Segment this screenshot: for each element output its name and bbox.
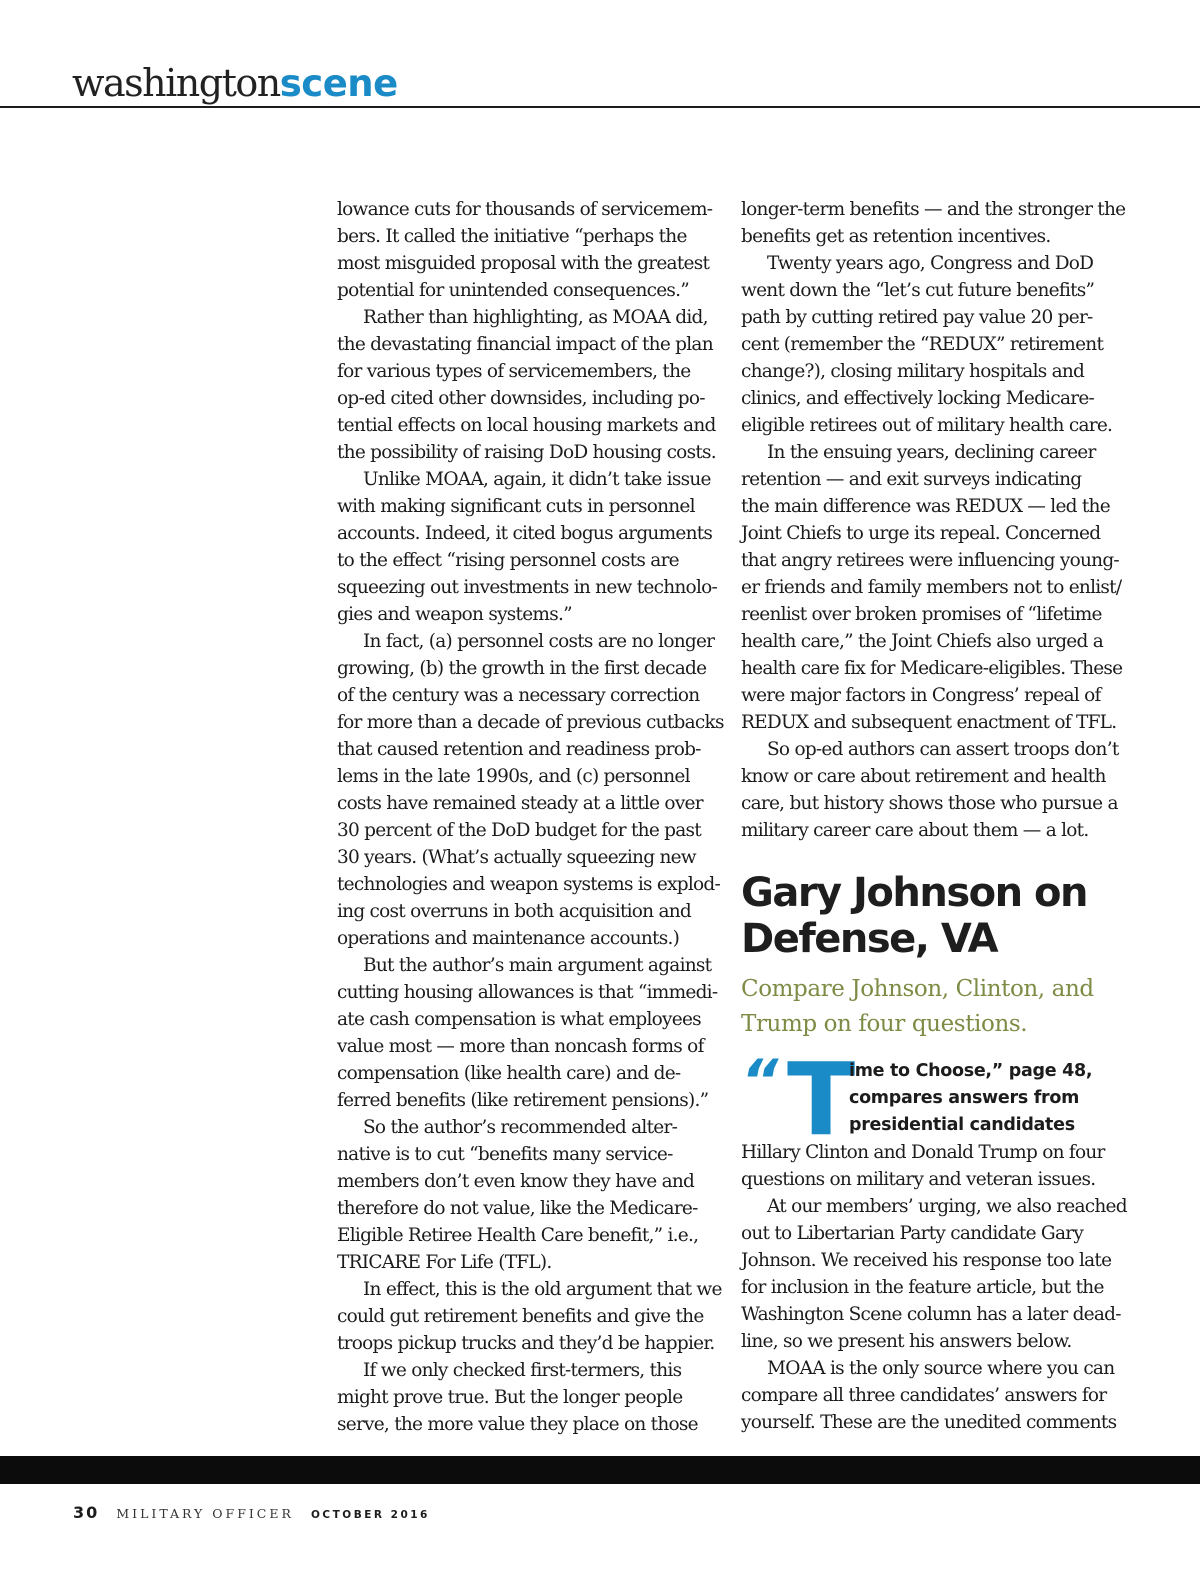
text-line: At our members’ urging, we also reached [767, 1196, 1127, 1217]
text-line: yourself. These are the unedited comments [741, 1412, 1117, 1433]
text-line: So the author’s recommended alter- [363, 1117, 678, 1138]
text-line: TRICARE For Life (TFL). [337, 1252, 552, 1273]
text-line: longer-term benefits — and the stronger the [741, 199, 1126, 220]
text-line: technologies and weapon systems is explod- [337, 874, 721, 895]
text-line: ate cash compensation is what employees [337, 1009, 701, 1030]
text-line: er friends and family members not to enlist/ [741, 577, 1122, 598]
deck-line: Compare Johnson, Clinton, and [741, 976, 1094, 1002]
lead-text [849, 1058, 1092, 1139]
text-line: lems in the late 1990s, and (c) personnel [337, 766, 690, 787]
page-footer [73, 1503, 430, 1525]
text-line: care, but history shows those who pursue a [741, 793, 1118, 814]
text-line: bers. It called the initiative “perhaps the [337, 226, 687, 247]
page-number: 30 [73, 1503, 100, 1522]
text-line: costs have remained steady at a little over [337, 793, 703, 814]
text-line: Washington Scene column has a later dead- [741, 1304, 1121, 1325]
text-line: out to Libertarian Party candidate Gary [741, 1223, 1084, 1244]
text-line: ferred benefits (like retirement pensions).” [337, 1090, 709, 1111]
text-line: cutting housing allowances is that “immedi- [337, 982, 718, 1003]
text-line: lowance cuts for thousands of servicemem- [337, 199, 713, 220]
text-line: serve, the more value they place on those [337, 1414, 698, 1435]
sidebar-deck [741, 972, 1131, 1042]
text-line: If we only checked first-termers, this [363, 1360, 682, 1381]
section-title-scene: scene [279, 62, 398, 105]
right-column [741, 196, 1131, 1436]
text-line: of the century was a necessary correction [337, 685, 700, 706]
text-line: Johnson. We received his response too late [741, 1250, 1112, 1271]
footer-bar [0, 1456, 1200, 1484]
left-column [337, 196, 724, 1438]
text-line: for inclusion in the feature article, but the [741, 1277, 1104, 1298]
text-line: the possibility of raising DoD housing costs. [337, 442, 716, 463]
text-line: path by cutting retired pay value 20 per- [741, 307, 1093, 328]
text-line: Rather than highlighting, as MOAA did, [363, 307, 708, 328]
text-line: know or care about retirement and health [741, 766, 1106, 787]
text-line: line, so we present his answers below. [741, 1331, 1072, 1352]
text-line: health care,” the Joint Chiefs also urged a [741, 631, 1103, 652]
text-line: health care fix for Medicare-eligibles. These [741, 658, 1123, 679]
text-line: REDUX and subsequent enactment of TFL. [741, 712, 1117, 733]
text-line: value most — more than noncash forms of [337, 1036, 704, 1057]
text-line: eligible retirees out of military health care. [741, 415, 1113, 436]
text-line: military career care about them — a lot. [741, 820, 1089, 841]
header-rule [0, 106, 1200, 108]
text-line: compare all three candidates’ answers for [741, 1385, 1107, 1406]
text-line: Twenty years ago, Congress and DoD [767, 253, 1094, 274]
text-line: potential for unintended consequences.” [337, 280, 690, 301]
text-line: 30 percent of the DoD budget for the past [337, 820, 701, 841]
text-line: MOAA is the only source where you can [767, 1358, 1115, 1379]
text-line: Joint Chiefs to urge its repeal. Concerned [741, 523, 1101, 544]
text-line: questions on military and veteran issues. [741, 1169, 1096, 1190]
text-line: the main difference was REDUX — led the [741, 496, 1110, 517]
text-line: So op-ed authors can assert troops don’t [767, 739, 1119, 760]
text-line: reenlist over broken promises of “lifetime [741, 604, 1102, 625]
text-line: the devastating financial impact of the plan [337, 334, 713, 355]
text-line: could gut retirement benefits and give the [337, 1306, 704, 1327]
text-line: In the ensuing years, declining career [767, 442, 1096, 463]
lead-line: presidential candidates [849, 1115, 1075, 1135]
text-line: growing, (b) the growth in the first decade [337, 658, 707, 679]
text-line: troops pickup trucks and they’d be happier. [337, 1333, 715, 1354]
drop-cap: T [787, 1041, 855, 1158]
text-line: In fact, (a) personnel costs are no longer [363, 631, 715, 652]
sidebar-headline [741, 870, 1131, 962]
text-line: In effect, this is the old argument that we [363, 1279, 722, 1300]
text-line: cent (remember the “REDUX” retirement [741, 334, 1104, 355]
text-line: squeezing out investments in new technolo- [337, 577, 717, 598]
text-line: members don’t even know they have and [337, 1171, 695, 1192]
text-line: Unlike MOAA, again, it didn’t take issue [363, 469, 711, 490]
text-line: for various types of servicemembers, the [337, 361, 691, 382]
text-line: were major factors in Congress’ repeal of [741, 685, 1101, 706]
lead-line: ime to Choose,” page 48, [849, 1061, 1093, 1081]
sidebar-body [741, 1139, 1131, 1436]
text-line: went down the “let’s cut future benefits” [741, 280, 1095, 301]
text-line: operations and maintenance accounts.) [337, 928, 680, 949]
deck-line: Trump on four questions. [741, 1011, 1028, 1037]
text-line: ing cost overruns in both acquisition and [337, 901, 692, 922]
text-line: retention — and exit surveys indicating [741, 469, 1082, 490]
text-line: to the effect “rising personnel costs are [337, 550, 679, 571]
text-line: compensation (like health care) and de- [337, 1063, 681, 1084]
issue-date: OCTOBER 2016 [311, 1509, 430, 1521]
text-line: Hillary Clinton and Donald Trump on four [741, 1142, 1105, 1163]
text-line: benefits get as retention incentives. [741, 226, 1051, 247]
text-line: accounts. Indeed, it cited bogus arguments [337, 523, 713, 544]
text-line: gies and weapon systems.” [337, 604, 572, 625]
text-line: therefore do not value, like the Medicare- [337, 1198, 698, 1219]
text-line: 30 years. (What’s actually squeezing new [337, 847, 696, 868]
section-title-washington: washington [72, 61, 280, 105]
quote-mark: “ [741, 1047, 773, 1115]
article-continuation [741, 196, 1131, 844]
headline-line: Gary Johnson on [741, 870, 1088, 916]
text-line: Eligible Retiree Health Care benefit,” i.e., [337, 1225, 699, 1246]
text-line: with making significant cuts in personnel [337, 496, 695, 517]
text-line: tential effects on local housing markets and [337, 415, 716, 436]
text-line: native is to cut “benefits many service- [337, 1144, 673, 1165]
text-line: that caused retention and readiness prob- [337, 739, 701, 760]
publication-name: MILITARY OFFICER [116, 1506, 294, 1521]
text-line: might prove true. But the longer people [337, 1387, 683, 1408]
text-line: that angry retirees were influencing young- [741, 550, 1119, 571]
lead-line: compares answers from [849, 1088, 1080, 1108]
text-line: for more than a decade of previous cutbacks [337, 712, 724, 733]
headline-line: Defense, VA [741, 916, 998, 962]
text-line: clinics, and effectively locking Medicare- [741, 388, 1095, 409]
text-line: But the author’s main argument against [363, 955, 712, 976]
text-line: most misguided proposal with the greatest [337, 253, 710, 274]
text-line: op-ed cited other downsides, including po- [337, 388, 705, 409]
text-line: change?), closing military hospitals and [741, 361, 1085, 382]
